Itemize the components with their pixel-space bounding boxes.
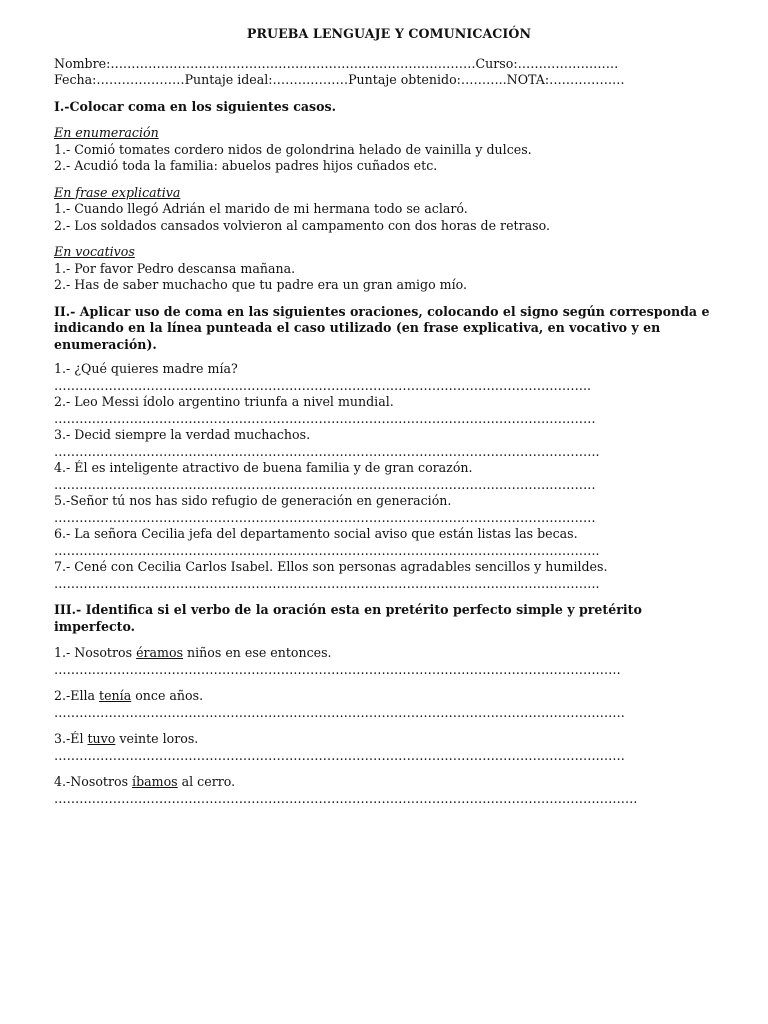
answer-dotted-line[interactable]: ……………………………………………………………………………………………………………………….: [54, 704, 625, 720]
section-3-heading: III.- Identifica si el verbo de la oración esta en pretérito perfecto simple y pretérito imperfecto.: [54, 602, 642, 634]
sentence-item: 1.- ¿Qué quieres madre mía?: [54, 361, 238, 376]
underlined-verb: éramos: [136, 645, 184, 660]
sentence-item: 5.-Señor tú nos has sido refugio de generación en generación.: [54, 493, 452, 508]
answer-dotted-line[interactable]: ………………………………………………………………………………………………………………….: [54, 542, 600, 558]
answer-dotted-line[interactable]: ……………………………………………………………………………………………………………………….: [54, 747, 625, 763]
exercise-item: 2.- Has de saber muchacho que tu padre era un gran amigo mío.: [54, 277, 468, 292]
sentence-after: al cerro.: [177, 774, 236, 789]
sentence-before: 1.- Nosotros: [54, 645, 137, 660]
section-1-heading: I.-Colocar coma en los siguientes casos.: [54, 98, 336, 114]
verb-sentence-item: [54, 774, 724, 791]
underlined-verb: tuvo: [87, 731, 116, 746]
sentence-item: 4.- Él es inteligente atractivo de buena familia y de gran corazón.: [54, 460, 473, 475]
group-frase-explicativa-label: En frase explicativa: [54, 184, 181, 200]
exercise-item: 2.- Acudió toda la familia: abuelos padres hijos cuñados etc.: [54, 158, 438, 173]
answer-dotted-line[interactable]: …………………………………………………………………………………………………………………: [54, 476, 596, 492]
exercise-item: 2.- Los soldados cansados volvieron al campamento con dos horas de retraso.: [54, 217, 550, 233]
answer-dotted-line[interactable]: ………………………………………………………………………………………………………………….: [54, 443, 600, 459]
sentence-item: 2.- Leo Messi ídolo argentino triunfa a nivel mundial.: [54, 394, 394, 409]
sentence-after: veinte loros.: [115, 731, 199, 746]
verb-sentence-item: [54, 645, 724, 662]
sentence-item: 6.- La señora Cecilia jefa del departamento social aviso que están listas las becas.: [54, 526, 578, 541]
group-enumeracion-label: En enumeración: [54, 125, 159, 140]
answer-dotted-line[interactable]: ………………………………………………………………………………………………………………………: [54, 661, 621, 677]
section-2-heading: II.- Aplicar uso de coma en las siguientes oraciones, colocando el signo según corresponda e indicando en la línea punteada el caso utilizado (en frase explicativa, en vocativo y en enumeración).: [54, 303, 710, 352]
answer-dotted-line[interactable]: ………………………………………………………………………………………………………………….: [54, 575, 600, 591]
sentence-after: once años.: [131, 688, 204, 703]
answer-dotted-line[interactable]: ………………………………………………………………………………………………………………..: [54, 377, 591, 393]
exercise-item: 1.- Cuando llegó Adrián el marido de mi hermana todo se aclaró.: [54, 201, 468, 216]
sentence-before: 2.-Ella: [54, 688, 100, 703]
exercise-item: 1.- Por favor Pedro descansa mañana.: [54, 260, 296, 276]
sentence-after: niños en ese entonces.: [183, 645, 332, 660]
sentence-before: 4.-Nosotros: [54, 774, 133, 789]
answer-dotted-line[interactable]: ………………………………………………………………………………………………………………………….: [54, 790, 638, 806]
sentence-item: 3.- Decid siempre la verdad muchachos.: [54, 427, 311, 442]
sentence-before: 3.-Él: [54, 731, 88, 746]
verb-sentence-item: [54, 688, 724, 705]
page-title: PRUEBA LENGUAJE Y COMUNICACIÓN: [246, 26, 532, 41]
answer-dotted-line[interactable]: …………………………………………………………………………………………………………………: [54, 410, 596, 426]
verb-sentence-item: [54, 731, 724, 748]
worksheet-page: [54, 26, 724, 807]
exercise-item: 1.- Comió tomates cordero nidos de golondrina helado de vainilla y dulces.: [54, 141, 532, 157]
sentence-item: 7.- Cené con Cecilia Carlos Isabel. Ellos son personas agradables sencillos y humildes.: [54, 559, 608, 574]
underlined-verb: íbamos: [132, 774, 178, 789]
name-course-line: Nombre:……………………………………………………………………………Curso:……………………: [54, 55, 619, 71]
underlined-verb: tenía: [99, 688, 132, 703]
group-vocativos-label: En vocativos: [54, 244, 135, 259]
answer-dotted-line[interactable]: …………………………………………………………………………………………………………………: [54, 509, 596, 525]
date-score-line: Fecha:…………………Puntaje ideal:………………Puntaje obtenido:………..NOTA:………………: [54, 72, 625, 87]
